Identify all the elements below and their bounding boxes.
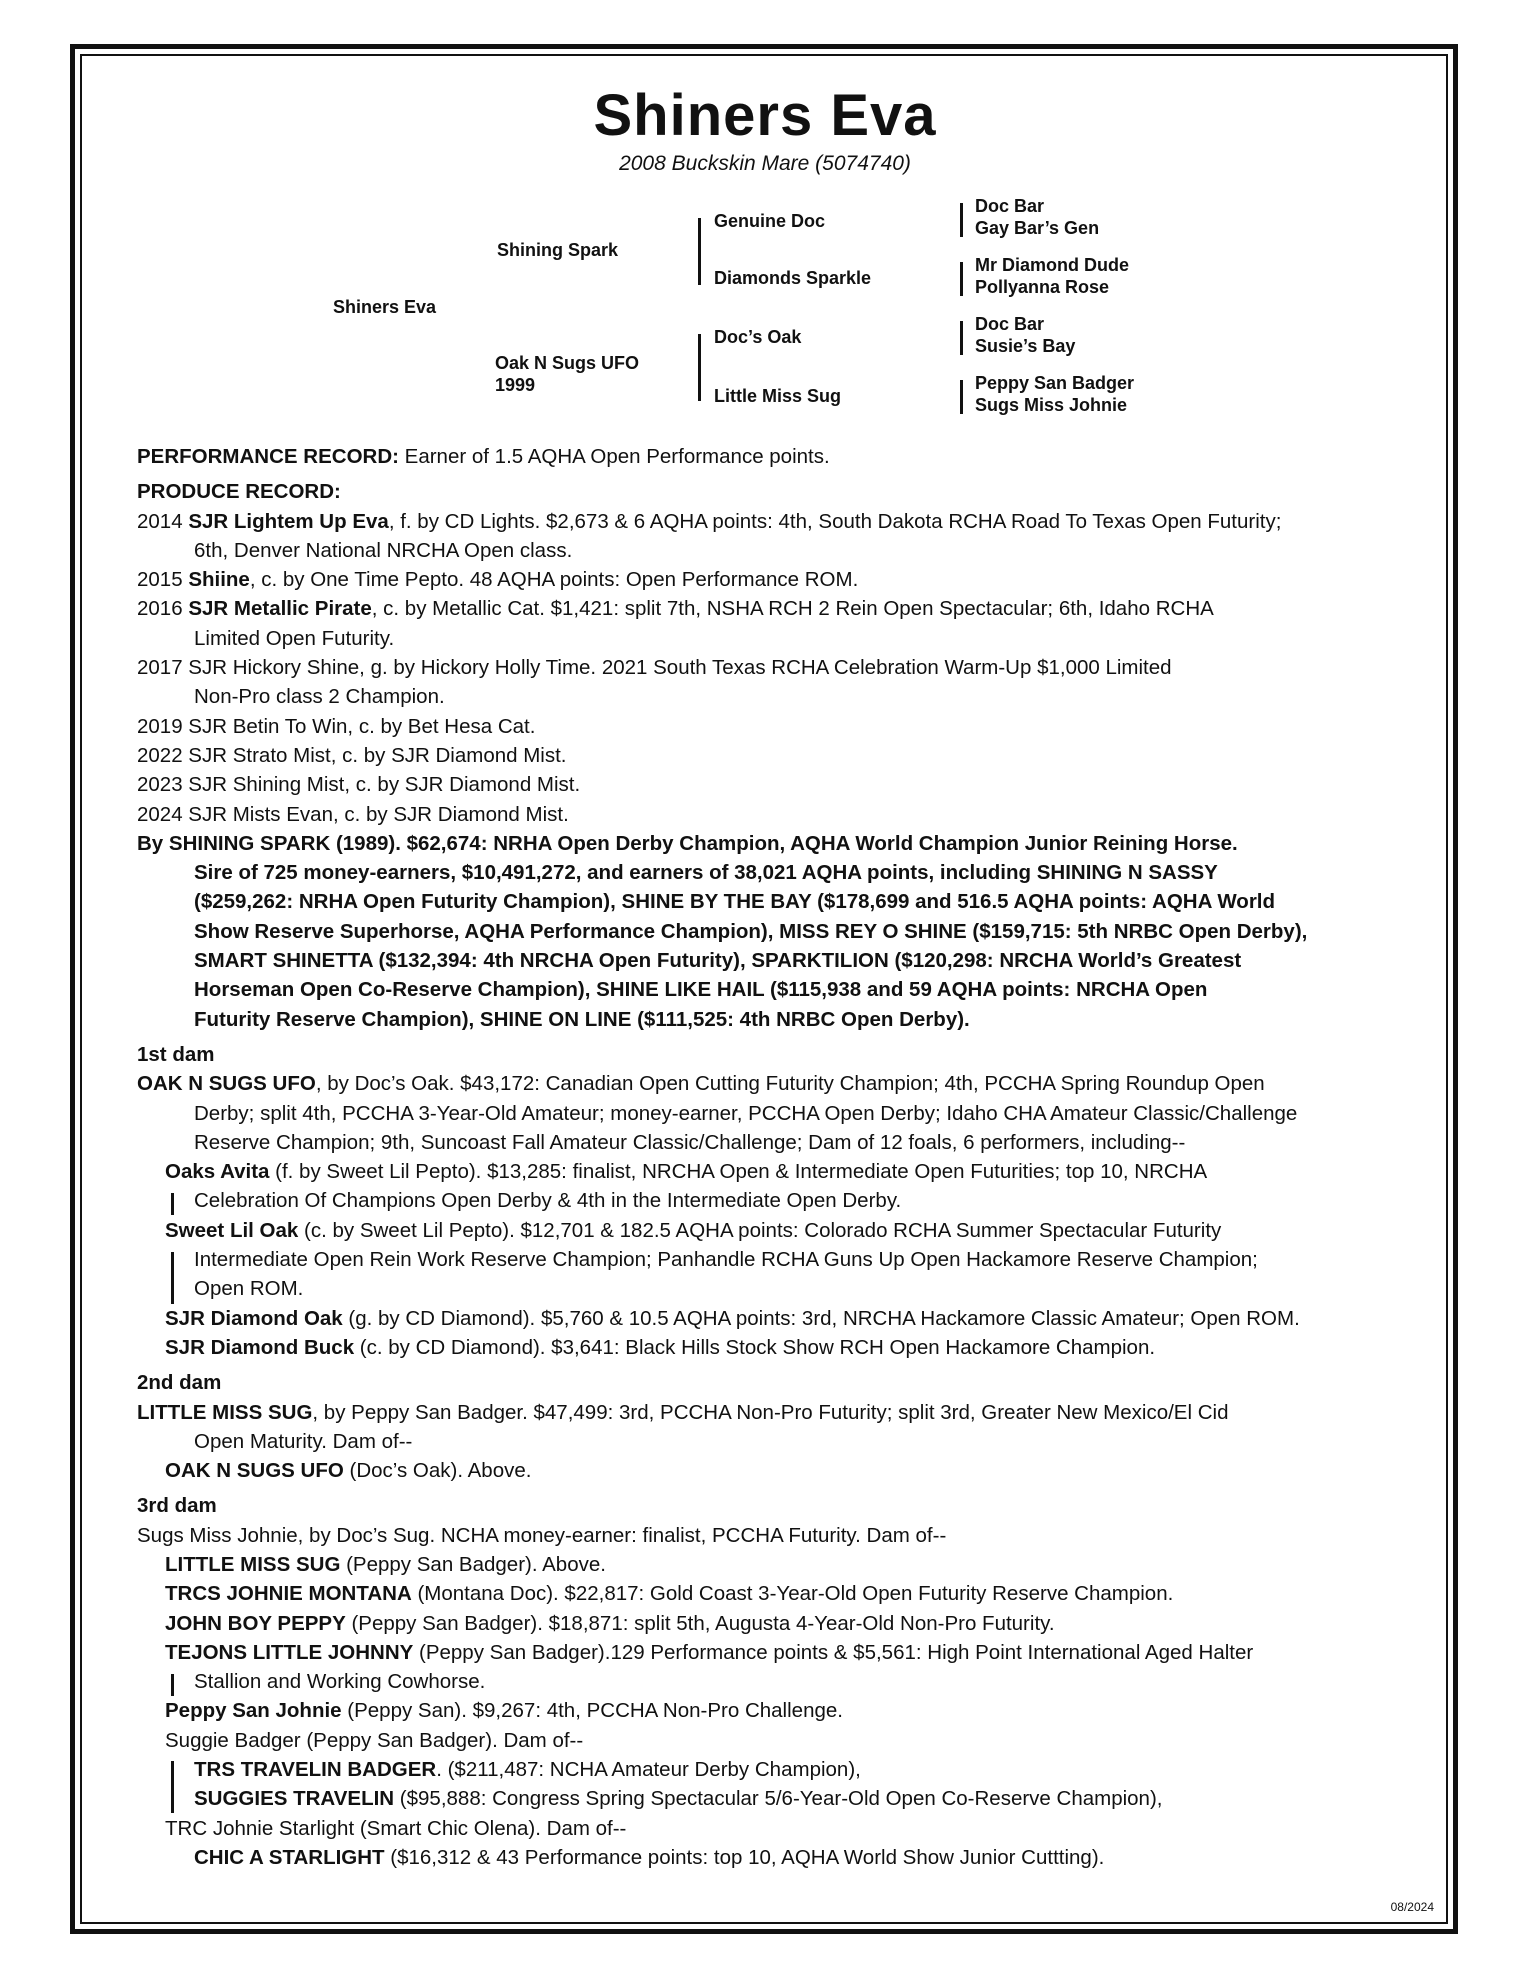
dam3-entry: Sugs Miss Johnie, by Doc’s Sug. NCHA money-earner: finalist, PCCHA Futurity. Dam of-- (137, 1523, 947, 1547)
produce-entry: Oaks Avita (f. by Sweet Lil Pepto). $13,285: finalist, NRCHA Open & Intermediate Open Futurities; top 10, NRCHA Celebration Of Champions Open Derby & 4th in the Intermediate Open Derby. (137, 1157, 1427, 1216)
produce-entry: Sweet Lil Oak (c. by Sweet Lil Pepto). $12,701 & 182.5 AQHA points: Colorado RCHA Summer Spectacular Futurity Intermediate Open Rein Work Reserve Champion; Panhandle RCHA Guns Up Open Hackamore Reserve Champion; Open ROM. (137, 1216, 1427, 1304)
dam3-heading: 3rd dam (137, 1494, 217, 1518)
produce-entry: 2022 SJR Strato Mist, c. by SJR Diamond Mist. (137, 743, 567, 767)
produce-entry: CHIC A STARLIGHT ($16,312 & 43 Performance points: top 10, AQHA World Show Junior Cuttting). (194, 1845, 1105, 1869)
catalog-body (137, 442, 1427, 1872)
pedigree-bracket (960, 380, 963, 414)
footer-date: 08/2024 (1390, 1900, 1434, 1914)
foal-name: Peppy San Johnie (165, 1699, 342, 1723)
foal-name: SJR Diamond Oak (165, 1306, 343, 1330)
produce-entry: Suggie Badger (Peppy San Badger). Dam of-- (165, 1728, 584, 1752)
pedigree-ancestor: Pollyanna Rose (975, 277, 1110, 297)
produce-entry: SJR Diamond Buck (c. by CD Diamond). $3,641: Black Hills Stock Show RCH Open Hackamore Champion. (165, 1335, 1156, 1359)
dam-name: OAK N SUGS UFO (137, 1072, 316, 1096)
produce-entry: TEJONS LITTLE JOHNNY (Peppy San Badger).129 Performance points & $5,561: High Point International Aged Halter Stallion and Working Cowhorse. (137, 1638, 1427, 1697)
dam1-entry: OAK N SUGS UFO, by Doc’s Oak. $43,172: Canadian Open Cutting Futurity Champion; 4th, PCCHA Spring Roundup Open Derby; split 4th, PCCHA 3-Year-Old Amateur; money-earner, PCCHA Open Derby; Idaho CHA Amateur Classic/Challenge Reserve Champion; 9th, Suncoast Fall Amateur Classic/Challenge; Dam of 12 foals, 6 performers, including-- (137, 1072, 1298, 1154)
produce-entry: LITTLE MISS SUG (Peppy San Badger). Above. (165, 1552, 606, 1576)
produce-entry: 2017 SJR Hickory Shine, g. by Hickory Holly Time. 2021 South Texas RCHA Celebration Warm-Up $1,000 Limited Non-Pro class 2 Champion. (137, 656, 1172, 709)
pedigree-dam-year: 1999 (495, 375, 536, 395)
produce-entry: Peppy San Johnie (Peppy San). $9,267: 4th, PCCHA Non-Pro Challenge. (165, 1699, 843, 1723)
foal-name: SJR Lightem Up Eva (188, 509, 389, 533)
pedigree-bracket (960, 262, 963, 296)
page-subtitle: 2008 Buckskin Mare (5074740) (619, 152, 911, 175)
foal-name: SUGGIES TRAVELIN (194, 1787, 395, 1811)
foal-name: TRS TRAVELIN BADGER (194, 1758, 437, 1782)
foal-name: Sweet Lil Oak (165, 1218, 299, 1242)
produce-entry: 2016 SJR Metallic Pirate, c. by Metallic Cat. $1,421: split 7th, NSHA RCH 2 Rein Open Spectacular; 6th, Idaho RCHA Limited Open Futurity. (137, 597, 1214, 650)
performance-record (137, 442, 1427, 471)
foal-name: SJR Metallic Pirate (188, 597, 372, 621)
pedigree-ancestor: Mr Diamond Dude (975, 255, 1130, 275)
foal-name: OAK N SUGS UFO (165, 1459, 344, 1483)
pedigree-dam-dam: Little Miss Sug (714, 386, 842, 406)
pedigree-ancestor: Gay Bar’s Gen (975, 218, 1100, 238)
pedigree-ancestor: Doc Bar (975, 314, 1045, 334)
pedigree-bracket (698, 334, 701, 401)
pedigree-bracket (960, 203, 963, 237)
produce-entry: 2024 SJR Mists Evan, c. by SJR Diamond Mist. (137, 802, 569, 826)
performance-label: PERFORMANCE RECORD: (137, 445, 399, 468)
dam2-heading: 2nd dam (137, 1371, 222, 1395)
dam1-heading: 1st dam (137, 1042, 215, 1066)
bracket-line (171, 1252, 174, 1304)
produce-entry: OAK N SUGS UFO (Doc’s Oak). Above. (165, 1459, 532, 1483)
performance-text: Earner of 1.5 AQHA Open Performance points. (398, 445, 830, 468)
pedigree-sire: Shining Spark (497, 240, 619, 260)
page-title: Shiners Eva (593, 83, 937, 148)
pedigree-ancestor: Sugs Miss Johnie (975, 395, 1128, 415)
produce-heading: PRODUCE RECORD: (137, 480, 341, 504)
foal-name: JOHN BOY PEPPY (165, 1611, 346, 1635)
produce-entry: TRCS JOHNIE MONTANA (Montana Doc). $22,817: Gold Coast 3-Year-Old Open Futurity Reserve Champion. (165, 1582, 1174, 1606)
foal-name: TEJONS LITTLE JOHNNY (165, 1640, 414, 1664)
pedigree-ancestor: Peppy San Badger (975, 373, 1135, 393)
produce-entry: JOHN BOY PEPPY (Peppy San Badger). $18,871: split 5th, Augusta 4-Year-Old Non-Pro Futurity. (165, 1611, 1055, 1635)
foal-name: LITTLE MISS SUG (165, 1552, 341, 1576)
bracket-line (171, 1193, 174, 1215)
dam2-entry: LITTLE MISS SUG, by Peppy San Badger. $47,499: 3rd, PCCHA Non-Pro Futurity; split 3rd, Greater New Mexico/El Cid Open Maturity. Dam of-- (137, 1400, 1229, 1453)
pedigree-bracket (960, 321, 963, 355)
produce-entry: SJR Diamond Oak (g. by CD Diamond). $5,760 & 10.5 AQHA points: 3rd, NRCHA Hackamore Classic Amateur; Open ROM. (165, 1306, 1300, 1330)
pedigree-horse: Shiners Eva (333, 297, 437, 317)
bracket-line (171, 1761, 174, 1813)
grand-produce-group: TRS TRAVELIN BADGER. ($211,487: NCHA Amateur Derby Champion), SUGGIES TRAVELIN ($95,888: Congress Spring Spectacular 5/6-Year-Old Open Co-Reserve Champion), (137, 1755, 1427, 1814)
produce-entry: 2023 SJR Shining Mist, c. by SJR Diamond Mist. (137, 773, 581, 797)
foal-name: TRCS JOHNIE MONTANA (165, 1582, 412, 1606)
foal-name: Oaks Avita (165, 1160, 270, 1184)
produce-entry: TRC Johnie Starlight (Smart Chic Olena). Dam of-- (165, 1816, 627, 1840)
foal-name: SJR Diamond Buck (165, 1335, 355, 1359)
pedigree-dam-sire: Doc’s Oak (714, 327, 802, 347)
pedigree-ancestor: Doc Bar (975, 196, 1045, 216)
bracket-line (171, 1674, 174, 1696)
pedigree-sire-dam: Diamonds Sparkle (714, 268, 872, 288)
foal-name: Shiine (188, 568, 250, 592)
produce-entry: 2015 Shiine, c. by One Time Pepto. 48 AQHA points: Open Performance ROM. (137, 568, 859, 592)
produce-entry: 2014 SJR Lightem Up Eva, f. by CD Lights. $2,673 & 6 AQHA points: 4th, South Dakota RCHA Road To Texas Open Futurity; 6th, Denver National NRCHA Open class. (137, 509, 1282, 562)
produce-entry: 2019 SJR Betin To Win, c. by Bet Hesa Cat. (137, 714, 536, 738)
pedigree-bracket (698, 218, 701, 285)
dam-name: LITTLE MISS SUG (137, 1400, 313, 1424)
pedigree-dam: Oak N Sugs UFO (495, 353, 640, 373)
foal-name: CHIC A STARLIGHT (194, 1845, 385, 1869)
pedigree-ancestor: Susie’s Bay (975, 336, 1076, 356)
sire-paragraph: By SHINING SPARK (1989). $62,674: NRHA Open Derby Champion, AQHA World Champion Junior Reining Horse. Sire of 725 money-earners, $10,491,272, and earners of 38,021 AQHA points, including SHINING N SASSY ($259,262: NRHA Open Futurity Champion), SHINE BY THE BAY ($178,699 and 516.5 AQHA points: AQHA World Show Reserve Superhorse, AQHA Performance Champion), MISS REY O SHINE ($159,715: 5th NRBC Open Derby), SMART SHINETTA ($132,394: 4th NRCHA Open Futurity), SPARKTILION ($120,298: NRCHA World’s Greatest Horseman Open Co-Reserve Champion), SHINE LIKE HAIL ($115,938 and 59 AQHA points: NRCHA Open Futurity Reserve Champion), SHINE ON LINE ($111,525: 4th NRBC Open Derby). (137, 831, 1308, 1031)
pedigree-sire-sire: Genuine Doc (714, 211, 826, 231)
